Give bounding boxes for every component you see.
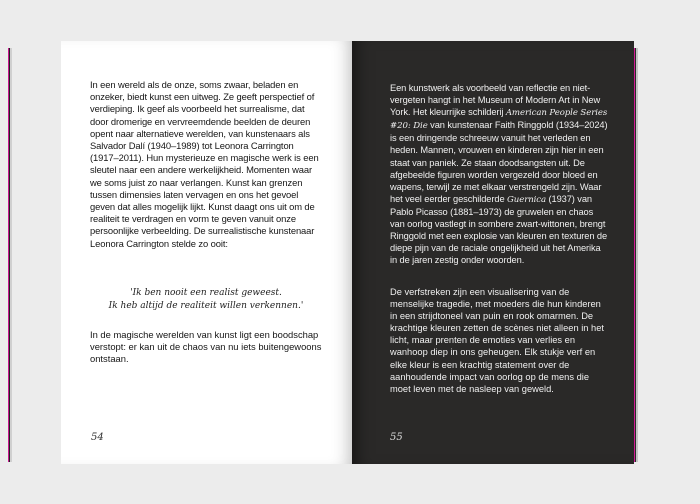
right-page — [352, 41, 634, 464]
artwork-title-guernica: Guernica — [507, 194, 547, 205]
carrington-quote — [81, 287, 331, 312]
artwork-title-american-people: American People Series #20: Die — [390, 108, 608, 132]
right-paragraph-1 — [390, 82, 610, 266]
quote-line-1: 'Ik ben nooit een realist geweest. — [130, 288, 282, 298]
left-page — [61, 41, 352, 464]
page-edge-left — [8, 48, 12, 462]
right-p1-a: Een kunstwerk als voorbeeld van reflectie en niet-vergeten hangt in het Museum of Modern Art in New York. Het kleurrijke schilderij — [390, 83, 601, 118]
right-paragraph-2: De verfstreken zijn een visualisering van de menselijke tragedie, met moeders die hun kinderen in een strijdtoneel van puin en rook omarmen. De krachtige kleuren zetten de scènes niet alleen in het licht, maar prenten de emoties van verlies en wanhoop diep in ons geheugen. Elk stukje verf en elke kleur is een krachtig statement over de aanhoudende impact van oorlog op de mens die moet leven met de nasleep van geweld. — [390, 287, 604, 394]
quote-line-2: Ik heb altijd de realiteit willen verkennen.' — [108, 300, 304, 311]
page-number-right: 55 — [390, 432, 403, 443]
page-number-left: 54 — [91, 432, 104, 443]
left-paragraph-2: In de magische werelden van kunst ligt een boodschap verstopt: er kan uit de chaos van nu iets buitengewoons ontstaan. — [90, 329, 322, 365]
left-paragraph-1: In een wereld als de onze, soms zwaar, beladen en onzeker, biedt kunst een uitweg. Ze geeft perspectief of verdieping. Ik geef als voorbeeld het surrealisme, dat door dromerige en vervreemdende beelden de deuren opent naar alternatieve werelden, van kunstenaars als Salvador Dalí (1940–1989) tot Leonora Carrington (1917–2011). Hun mysterieuze en magische werk is een sleutel naar een andere werkelijkheid. Momenten waar we soms juist zo naar verlangen. Kunst kan grenzen tussen dimensies laten vervagen en ons het gevoel geven dat alles mogelijk lijkt. Kunst daagt ons uit om de realiteit te verdragen en vorm te geven vanuit onze persoonlijke verbeelding. De surrealistische kunstenaar Leonora Carrington stelde zo ooit: — [90, 79, 319, 249]
right-p1-c: (1937) van Pablo Picasso (1881–1973) de gruwelen en chaos van oorlog vastlegt in sombere zwart-wittonen, brengt Ringgold met een explosie van kleuren en texturen de diepe pijn van de raciale ongelijkheid uit het Amerika in de jaren zestig onder woorden. — [390, 193, 608, 266]
right-p1-b: van kunstenaar Faith Ringgold (1934–2024) is een dringende schreeuw vanuit het verleden en heden. Mannen, vrouwen en kinderen zijn hier in een staat van paniek. Ze staan doodsangsten uit. De afgebeelde figuren worden vergezeld door bloed en wapens, terwijl ze met elkaar verstrengeld zijn. Waar het veel eerder geschilderde — [390, 120, 608, 204]
